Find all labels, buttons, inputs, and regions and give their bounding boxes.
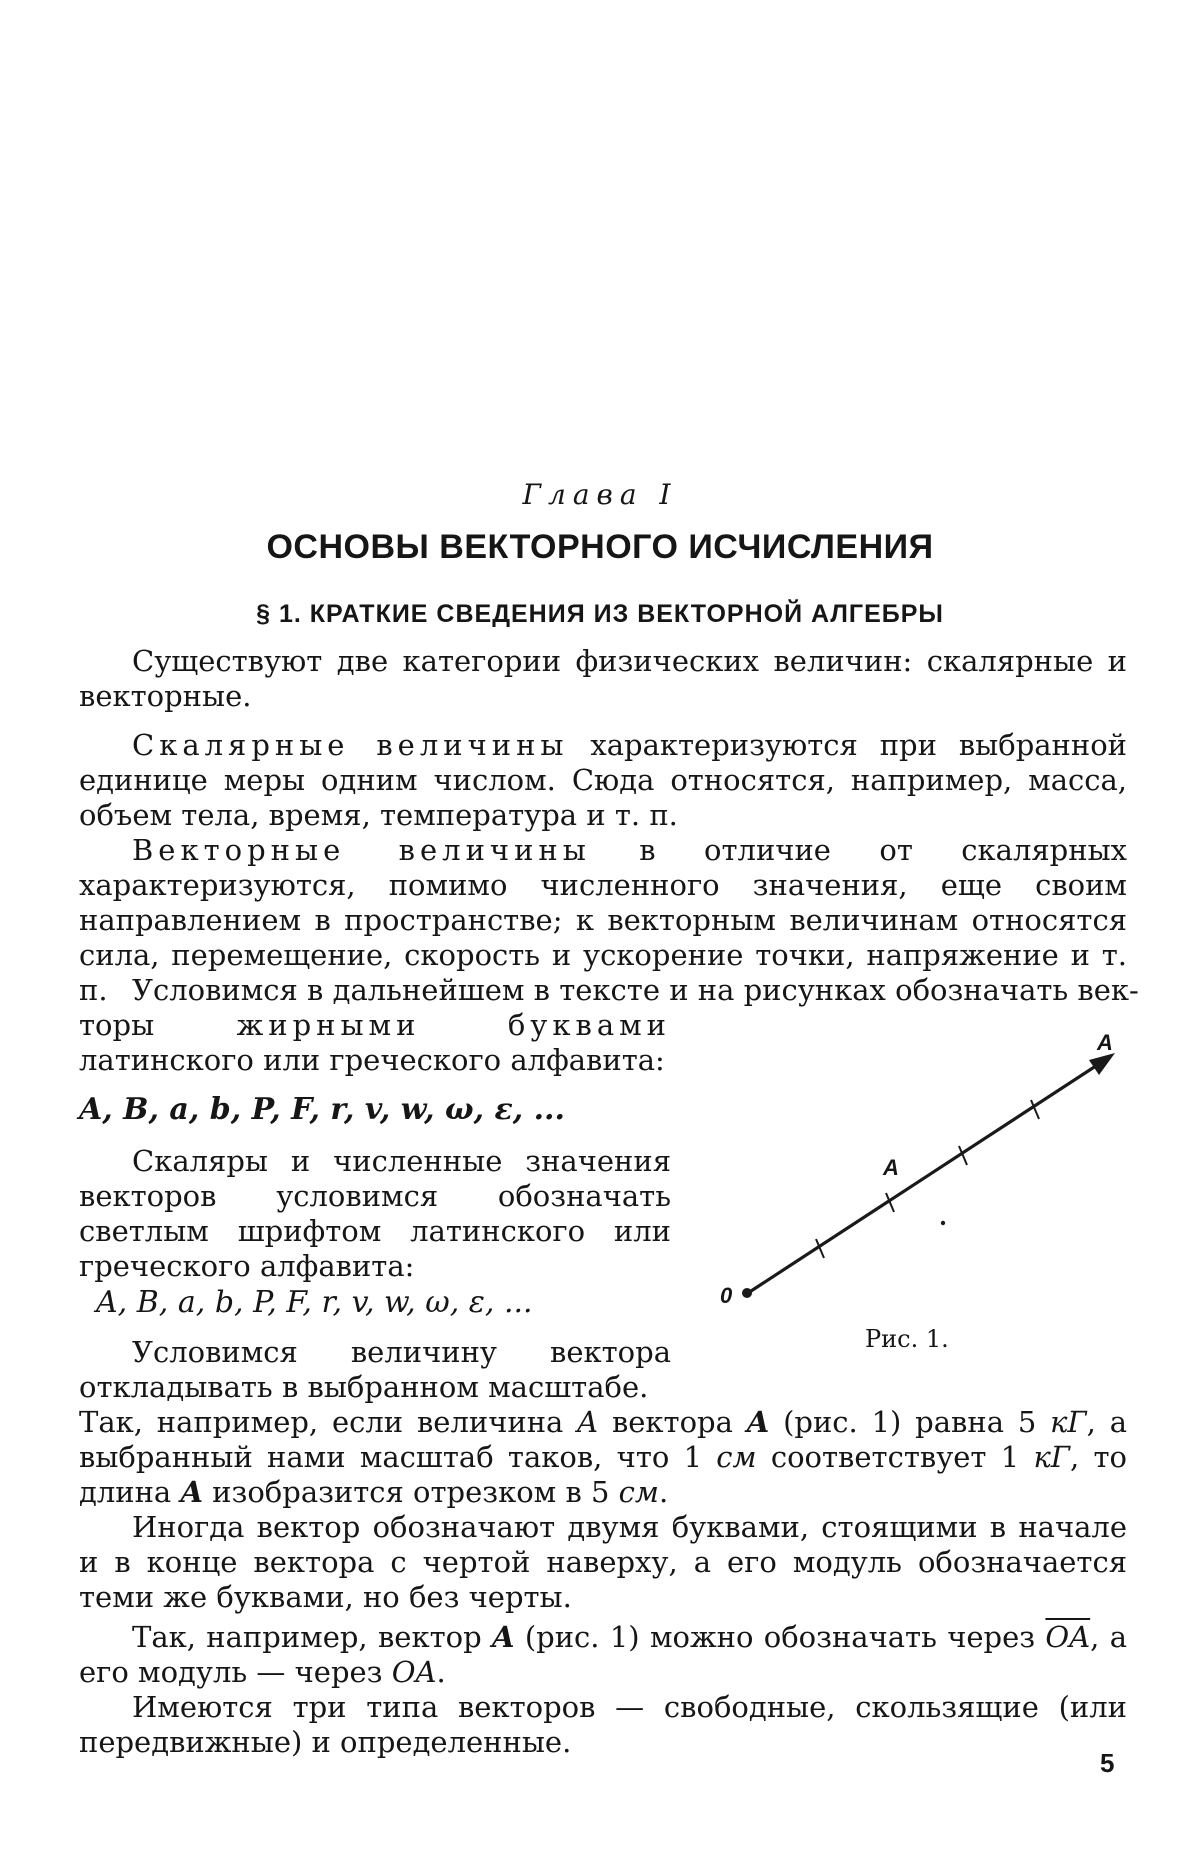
paragraph-6-part-f: , то длина [79, 1440, 1127, 1509]
unit-kg: кГ [1033, 1440, 1070, 1474]
paragraph-6-part-e: соответствует 1 [756, 1440, 1034, 1474]
paragraph-9 [79, 1690, 1127, 1760]
paragraph-4-line1-text: Условимся в дальнейшем в тексте и на рисунках обозначать век- [132, 973, 1139, 1007]
vector-OA-overline: $\overline{OA}$ [1045, 1620, 1091, 1654]
figure-1 [715, 1025, 1115, 1355]
bold-letters-list: A, B, a, b, P, F, r, v, w, ω, ε, ... [79, 1092, 565, 1127]
paragraph-7-text: Иногда вектор обозначают двумя буквами, стоящими в начале и в конце вектора с чертой наверху, а его модуль обозначается теми же буквами, но без черты. [79, 1510, 1127, 1614]
paragraph-6-part-c: (рис. 1) равна 5 [769, 1405, 1051, 1439]
origin-point [742, 1288, 752, 1298]
paragraph-1-text: Существуют две категории физических величин: скалярные и векторные. [79, 644, 1127, 713]
paragraph-5-text: Скаляры и численные значения векторов условимся обозначать светлым шрифтом латинского или греческого алфавита: [79, 1144, 671, 1283]
paragraph-3-text: в отличие от скалярных характеризуются, помимо численного значения, еще своим направлением в пространстве; к векторным величинам относятся сила, перемещение, скорость и ускорение точки, напряжение и т. п. [79, 833, 1128, 1007]
paragraph-8-part-b: (рис. 1) можно обозначать через [514, 1620, 1046, 1654]
paragraph-4-line1 [79, 973, 1139, 1008]
paragraph-5 [79, 1144, 671, 1284]
paragraph-6-part-a: Так, например, если величина [79, 1405, 578, 1439]
scalar-A: A [577, 1405, 599, 1439]
unit-cm: см [618, 1475, 659, 1509]
bold-letters-term: жирными буквами [236, 1008, 671, 1042]
vector-term: Векторные величины [132, 833, 591, 867]
paragraph-9-text: Имеются три типа векторов — свободные, скользящие (или передвижные) и определенные. [79, 1690, 1127, 1759]
paragraph-8-part-c: , а его модуль — через [79, 1620, 1127, 1689]
vector-tip-label: A [1097, 1030, 1113, 1055]
figure-caption: Рис. 1. [865, 1325, 949, 1353]
page-number: 5 [1100, 1748, 1115, 1778]
paragraph-6-narrow-text: Условимся величину вектора откладывать в выбранном масштабе. [79, 1335, 671, 1404]
arrowhead [1089, 1053, 1115, 1075]
paragraph-6-part-b: вектора [598, 1405, 747, 1439]
paragraph-6-part-g: изобразится отрезком в 5 [202, 1475, 619, 1509]
paragraph-6-narrow [79, 1335, 671, 1405]
chapter-title: ОСНОВЫ ВЕКТОРНОГО ИСЧИСЛЕНИЯ [266, 528, 934, 566]
stray-dot [941, 1221, 945, 1225]
unit-kg: кГ [1050, 1405, 1087, 1439]
modulus-OA: OA [391, 1655, 437, 1689]
vector-mid-label: A [883, 1155, 899, 1180]
paragraph-4-cont [79, 1008, 671, 1078]
paragraph-6 [79, 1405, 1127, 1510]
light-letters-list: A, B, a, b, P, F, r, v, w, ω, ε, ... [96, 1285, 533, 1320]
paragraph-2-text: характеризуются при выбранной единице меры одним числом. Сюда относятся, например, масса, объем тела, время, температура и т. п. [79, 728, 1127, 832]
paragraph-8 [79, 1620, 1127, 1690]
paragraph-2 [79, 728, 1127, 833]
unit-cm: см [716, 1440, 757, 1474]
paragraph-8-part-a: Так, например, вектор [132, 1620, 492, 1654]
paragraph-4-part-b: латинского или греческого алфавита: [79, 1043, 665, 1077]
origin-label: 0 [720, 1283, 733, 1308]
paragraph-7 [79, 1510, 1127, 1615]
paragraph-1 [79, 644, 1127, 714]
section-title: § 1. КРАТКИЕ СВЕДЕНИЯ ИЗ ВЕКТОРНОЙ АЛГЕБРЫ [256, 600, 944, 628]
chapter-label: Глава I [522, 478, 678, 511]
paragraph-6-part-h: . [658, 1475, 669, 1509]
scalar-term: Скалярные величины [132, 728, 569, 762]
paragraph-8-part-d: . [436, 1655, 446, 1689]
vector-A: A [746, 1405, 770, 1439]
vector-A: A [492, 1620, 515, 1654]
paragraph-6-part-d: , а выбранный нами масштаб таков, что 1 [79, 1405, 1127, 1474]
paragraph-4-part-a: торы [79, 1008, 237, 1042]
vector-diagram [715, 1025, 1115, 1325]
vector-A: A [180, 1475, 203, 1509]
vector-line [748, 1060, 1105, 1293]
